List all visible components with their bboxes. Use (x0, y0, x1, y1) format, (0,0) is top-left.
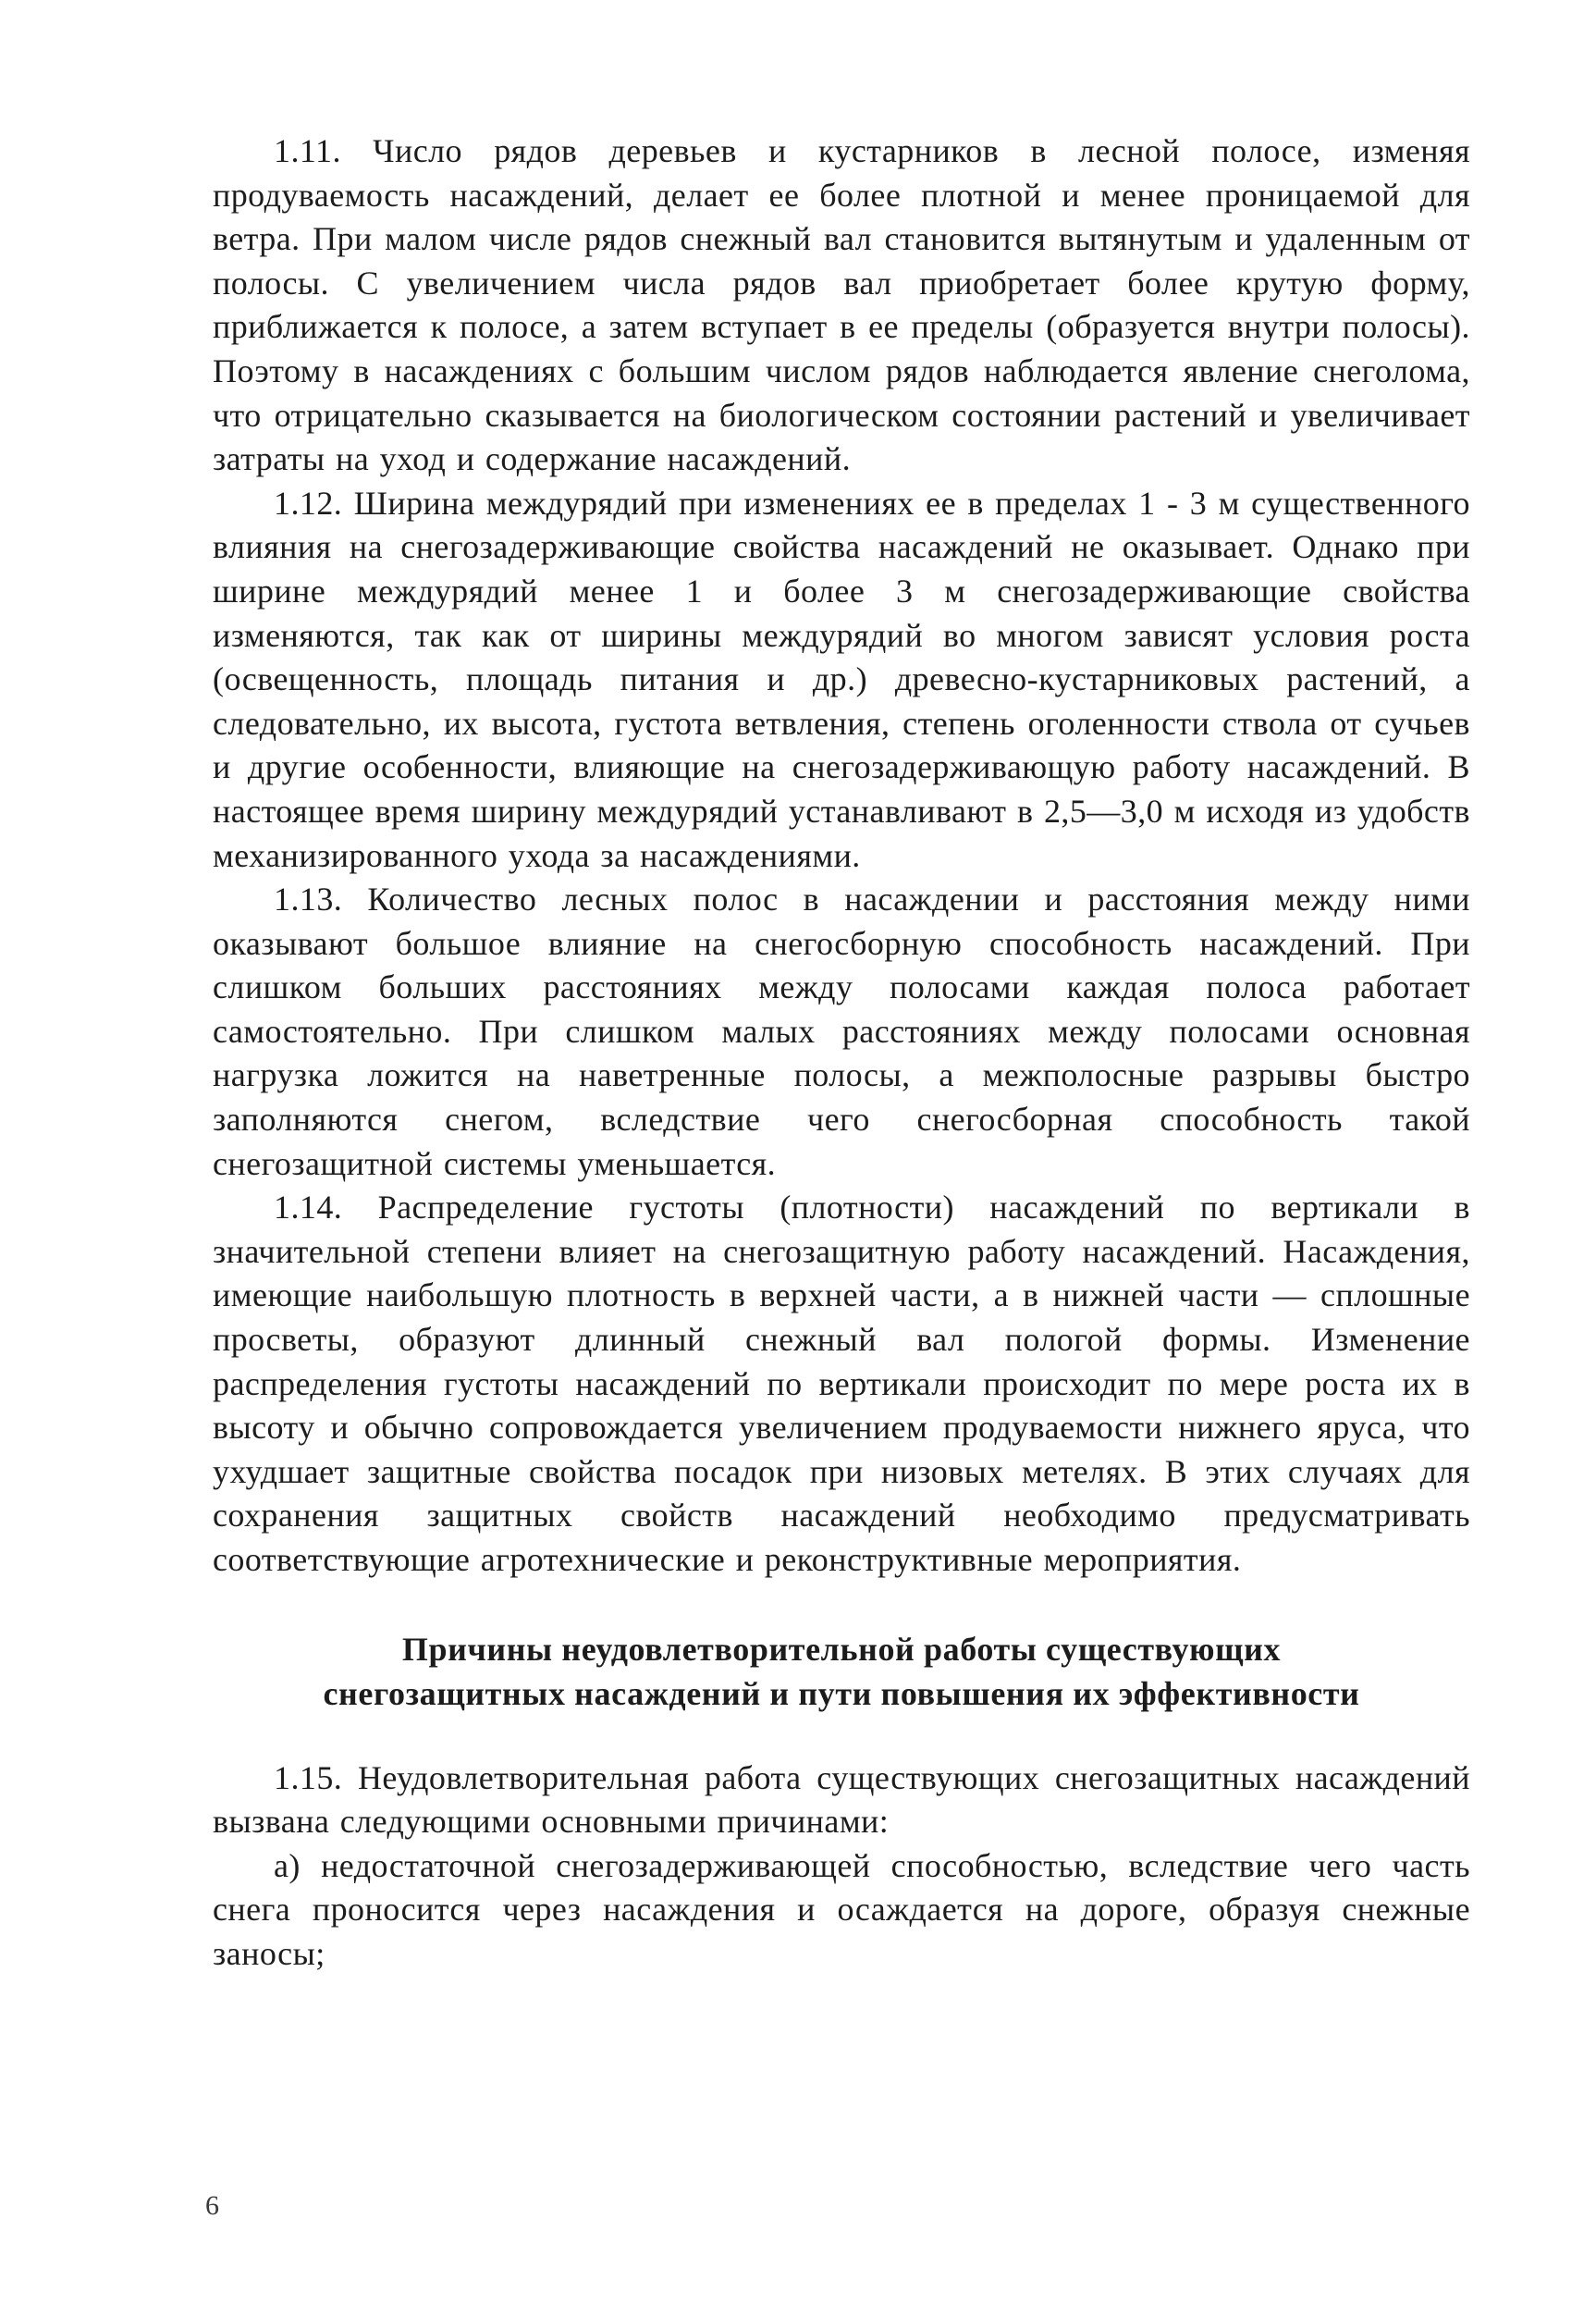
body-text (213, 129, 1470, 1977)
paragraph-1-13: 1.13. Количество лесных полос в насаждении и расстояния между ними оказывают большое влияние на снегосборную способность насаждений. При слишком больших расстояниях между полосами каждая полоса работает самостоятельно. При слишком малых расстояниях между полосами основная нагрузка ложится на наветренные полосы, а межполосные разрывы быстро заполняются снегом, вследствие чего снегосборная способность такой снегозащитной системы уменьшается. (213, 881, 1470, 1182)
paragraph-1-15: 1.15. Неудовлетворительная работа существующих снегозащитных насаждений вызвана следующими основными причинами: (213, 1758, 1470, 1841)
paragraph-1-14: 1.14. Распределение густоты (плотности) насаждений по вертикали в значительной степени влияет на снегозащитную работу насаждений. Насаждения, имеющие наибольшую плотность в верхней части, а в нижней части — сплошные просветы, образуют длинный снежный вал пологой формы. Изменение распределения густоты насаждений по вертикали происходит по мере роста их в высоту и обычно сопровождается увеличением продуваемости нижнего яруса, что ухудшает защитные свойства посадок при низовых метелях. В этих случаях для сохранения защитных свойств насаждений необходимо предусматривать соответствующие агротехнические и реконструктивные мероприятия. (213, 1189, 1470, 1578)
page-number: 6 (205, 2190, 219, 2221)
list-item-a: а) недостаточной снегозадерживающей способностью, вследствие чего часть снега проносится через насаждения и осаждается на дороге, образуя снежные заносы; (213, 1846, 1470, 1972)
paragraph-1-12: 1.12. Ширина междурядий при изменениях ее в пределах 1 - 3 м существенного влияния на снегозадерживающие свойства насаждений не оказывает. Однако при ширине междурядий менее 1 и более 3 м снегозадерживающие свойства изменяются, так как от ширины междурядий во многом зависят условия роста (освещенность, площадь питания и др.) древесно-кустарниковых растений, а следовательно, их высота, густота ветвления, степень оголенности ствола от сучьев и другие особенности, влияющие на снегозадерживающую работу насаждений. В настоящее время ширину междурядий устанавливают в 2,5—3,0 м исходя из удобств механизированного ухода за насаждениями. (213, 484, 1470, 874)
paragraph-1-11: 1.11. Число рядов деревьев и кустарников в лесной полосе, изменяя продуваемость насаждений, делает ее более плотной и менее проницаемой для ветра. При малом числе рядов снежный вал становится вытянутым и удаленным от полосы. С увеличением числа рядов вал приобретает более крутую форму, приближается к полосе, а затем вступает в ее пределы (образуется внутри полосы). Поэтому в насаждениях с большим числом рядов наблюдается явление снеголома, что отрицательно сказывается на биологическом состоянии растений и увеличивает затраты на уход и содержание насаждений. (213, 132, 1470, 478)
section-heading-line-1: Причины неудовлетворительной работы существующих (401, 1630, 1282, 1668)
section-heading-line-2: снегозащитных насаждений и пути повышения их эффективности (323, 1674, 1360, 1712)
section-heading (213, 1627, 1470, 1716)
